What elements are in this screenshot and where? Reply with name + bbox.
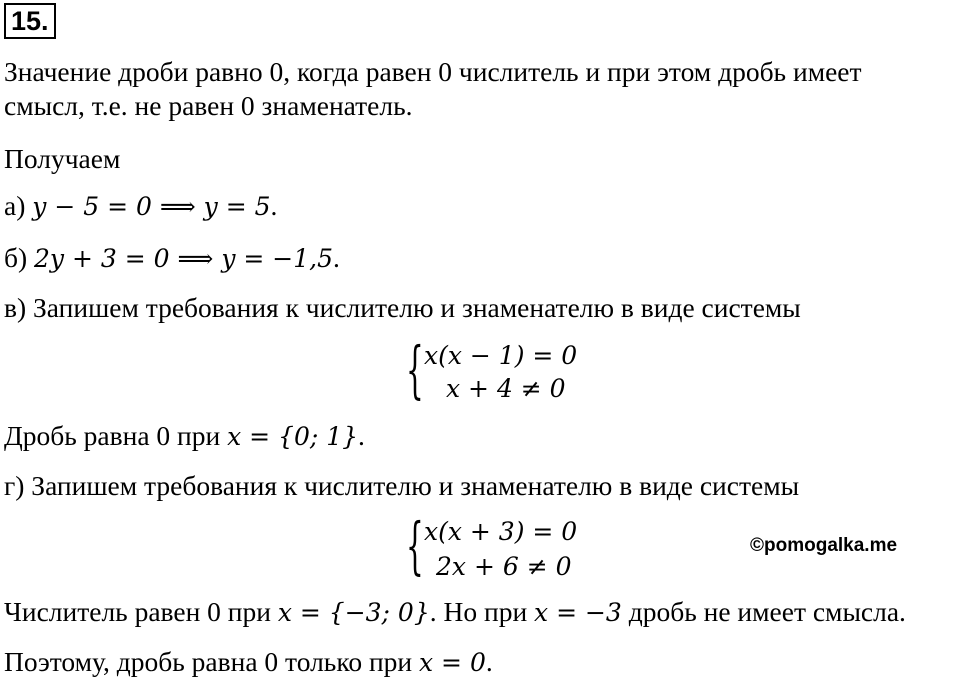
part-d-numerator-math-1: x = {−3; 0} [277,598,430,627]
part-b-label: б) [4,242,35,273]
problem-number: 15. [4,3,56,39]
part-c-answer-math: x = {0; 1} [227,422,359,451]
system-d-row-2: 2x + 6 ≠ 0 [436,552,572,581]
part-d-conclusion [4,646,493,679]
system-c-row-2: x + 4 ≠ 0 [446,374,566,403]
intro-line-1: Значение дроби равно 0, когда равен 0 числитель и при этом дробь имеет [4,56,862,87]
system-d-brace: { [406,509,424,582]
part-b [4,242,340,275]
system-c-brace: { [406,333,424,406]
part-c-answer [4,420,365,453]
part-d-conclusion-math: x = 0 [419,648,486,677]
intro-line-2: смысл, т.е. не равен 0 знаменатель. [4,90,413,121]
part-a-equation: y − 5 = 0 [32,192,160,221]
part-b-result: y = −1,5 [221,244,333,273]
part-d-conclusion-text: Поэтому, дробь равна 0 только при [4,646,419,677]
getting-label: Получаем [4,143,121,174]
part-b-equation: 2y + 3 = 0 [34,244,178,273]
watermark: ©pomogalka.me [750,535,898,556]
part-a [4,190,277,223]
system-c [406,333,606,406]
system-c-row-1: x(x − 1) = 0 [424,341,578,370]
part-c-answer-text: Дробь равна 0 при [4,420,228,451]
part-d-numerator-text-1: Числитель равен 0 при [4,596,278,627]
part-d-numerator [4,596,906,629]
system-d-row-1: x(x + 3) = 0 [424,517,578,546]
part-c-text: в) Запишем требования к числителю и знаменателю в виде системы [4,292,801,323]
part-c-answer-end: . [358,420,365,451]
part-d-text: г) Запишем требования к числителю и знаменателю в виде системы [4,470,800,501]
part-d-numerator-text-3: дробь не имеет смысла. [621,596,906,627]
part-b-implies: ⟹ [177,244,222,273]
part-d-numerator-math-2: x = −3 [534,598,622,627]
part-a-result: y = 5 [203,192,271,221]
part-a-end: . [270,190,278,221]
part-a-label: а) [4,190,33,221]
part-d-numerator-text-2: . Но при [429,596,535,627]
part-a-implies: ⟹ [159,192,204,221]
system-d [406,509,606,582]
part-b-end: . [332,242,340,273]
part-d-conclusion-end: . [485,646,493,677]
